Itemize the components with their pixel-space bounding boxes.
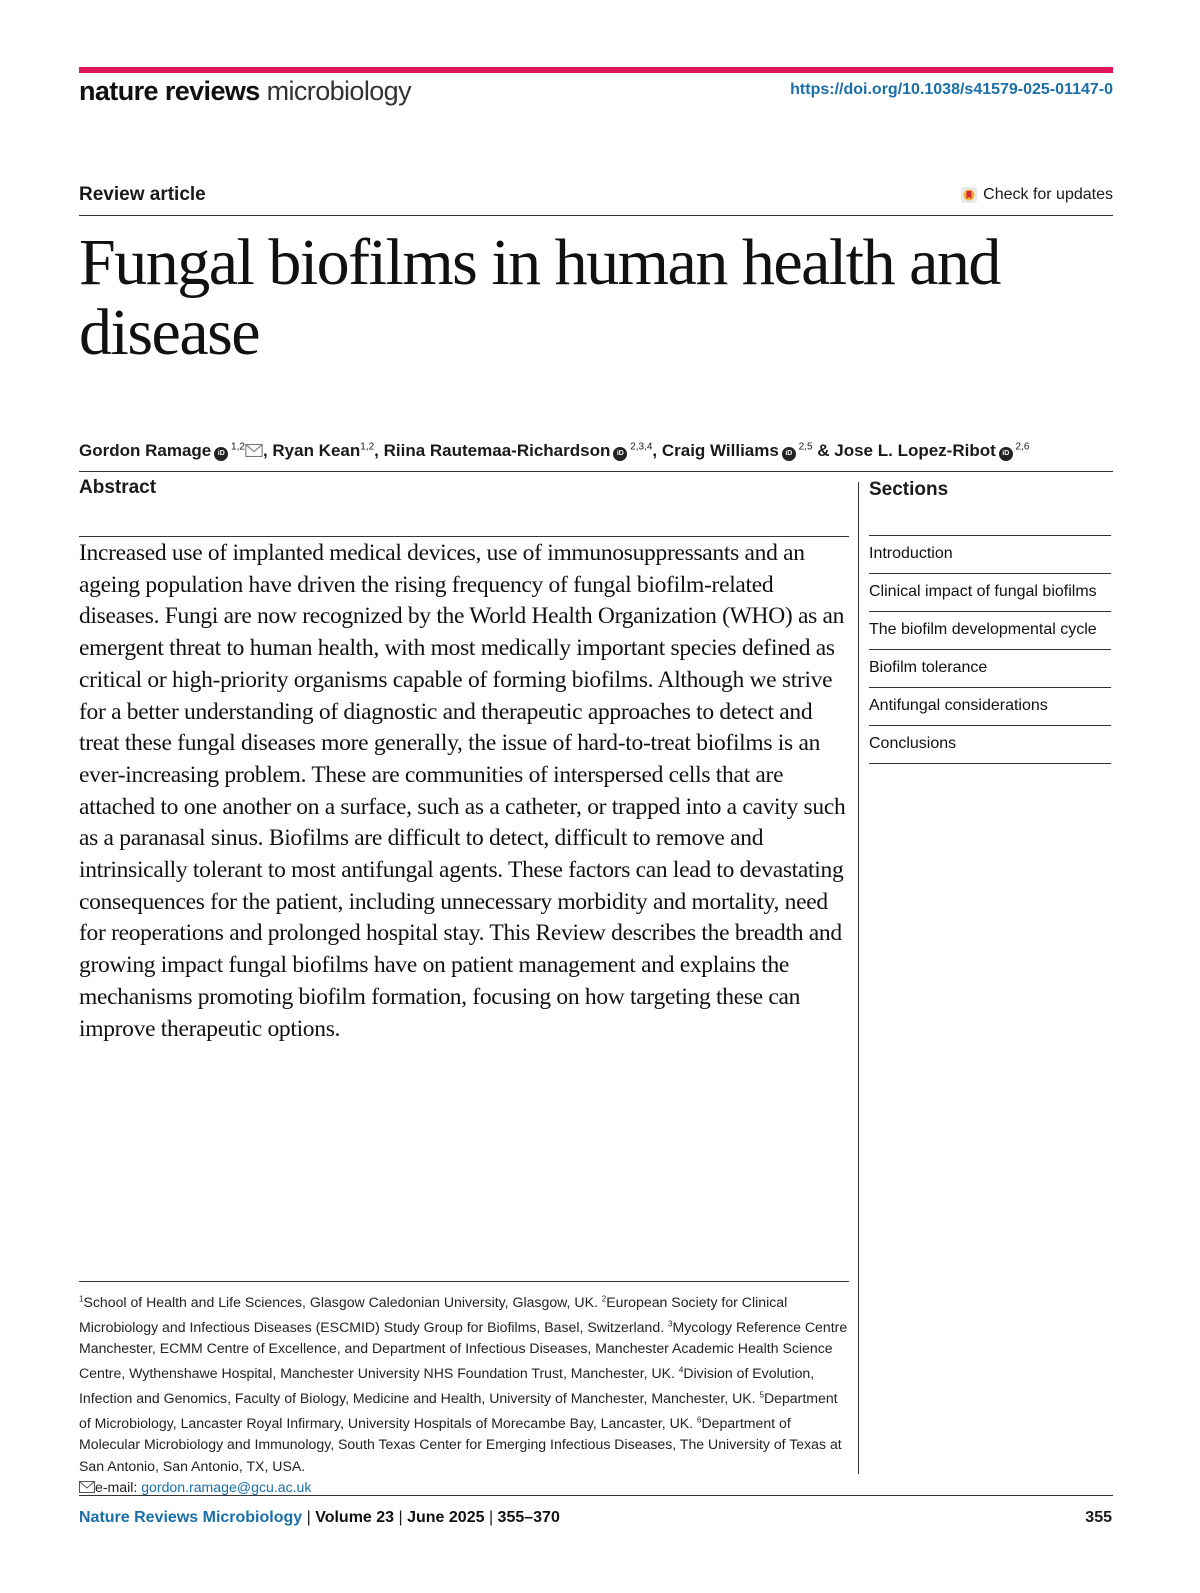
author-name: Jose L. Lopez-Ribot [834, 441, 996, 460]
affiliations [79, 1288, 849, 1498]
author-affiliation-ref: 1,2 [228, 441, 245, 453]
doi-link[interactable]: https://doi.org/10.1038/s41579-025-01147-0 [790, 81, 1113, 98]
affiliation-text: Mycology Reference Centre Manchester, ECMM Centre of Excellence, and Department of Infectious Diseases, Manchester Academic Health Science Centre, Wythenshawe Hospital, Manchester University NHS Foundation Trust, Manchester, UK. [79, 1318, 848, 1381]
affiliation-number: 5 [759, 1390, 764, 1400]
journal-masthead[interactable] [79, 76, 411, 107]
author-name: Gordon Ramage [79, 441, 212, 460]
masthead-bold: nature reviews [79, 76, 260, 106]
affiliation-number: 2 [601, 1294, 607, 1303]
footer-separator: | [394, 1509, 408, 1526]
journal-link[interactable]: Nature Reviews Microbiology [79, 1509, 303, 1526]
section-link[interactable]: Introduction [869, 536, 1111, 574]
page-number: 355 [1085, 1509, 1112, 1526]
check-updates-icon [960, 186, 978, 204]
email-label: e-mail: [95, 1478, 142, 1495]
affiliation-text: European Society for Clinical Microbiology and Infectious Diseases (ESCMID) Study Group for Biofilms, Basel, Switzerland. [79, 1293, 788, 1335]
divider [79, 471, 1113, 472]
envelope-icon [79, 1481, 95, 1493]
sections-nav [869, 535, 1111, 764]
affiliation-number: 1 [79, 1294, 84, 1303]
section-link[interactable]: Biofilm tolerance [869, 650, 1111, 688]
author-affiliation-ref: 2,3,4 [627, 441, 653, 453]
author[interactable] [272, 441, 374, 460]
affiliation-text: School of Health and Life Sciences, Glasgow Caledonian University, Glasgow, UK. [83, 1293, 602, 1310]
section-link[interactable]: Antifungal considerations [869, 688, 1111, 726]
author-affiliation-ref: 2,5 [795, 441, 813, 453]
affiliation-text: Division of Evolution, Infection and Genomics, Faculty of Biology, Medicine and Health, University of Manchester, Manchester, UK. [79, 1364, 815, 1406]
sections-heading: Sections [869, 479, 949, 500]
section-link[interactable]: Conclusions [869, 726, 1111, 764]
author[interactable] [384, 441, 653, 460]
orcid-icon[interactable]: iD [214, 447, 228, 461]
footer-separator: | [302, 1509, 316, 1526]
author-affiliation-ref: 2,6 [1012, 441, 1030, 453]
envelope-icon[interactable] [245, 444, 263, 457]
footer-date: June 2025 [407, 1509, 485, 1526]
section-link[interactable]: Clinical impact of fungal biofilms [869, 574, 1111, 612]
author-affiliation-ref: 1,2 [360, 441, 375, 453]
affiliation-list [79, 1294, 847, 1474]
author-name: Riina Rautemaa-Richardson [383, 441, 611, 460]
affiliation-text: Department of Molecular Microbiology and Immunology, South Texas Center for Emerging Infectious Diseases, The University of Texas at San Antonio, San Antonio, TX, USA. [79, 1414, 842, 1474]
author[interactable] [834, 441, 1029, 460]
article-type: Review article [79, 184, 206, 205]
email-link[interactable]: gordon.ramage@gcu.ac.uk [141, 1478, 312, 1495]
masthead-light: microbiology [266, 76, 411, 106]
header-accent-bar [79, 67, 1113, 73]
orcid-icon[interactable]: iD [999, 447, 1013, 461]
orcid-icon[interactable]: iD [613, 447, 627, 461]
footer-pages: 355–370 [497, 1509, 560, 1526]
author[interactable] [79, 441, 263, 460]
divider [79, 1495, 1113, 1496]
divider [79, 536, 849, 537]
orcid-icon[interactable]: iD [782, 447, 796, 461]
affiliation-number: 3 [668, 1318, 673, 1328]
check-updates-button[interactable] [960, 186, 1113, 204]
author-name: Ryan Kean [272, 441, 361, 460]
footer-separator: | [484, 1509, 498, 1526]
abstract-heading: Abstract [79, 477, 157, 498]
author[interactable] [662, 441, 813, 460]
divider [79, 1281, 849, 1282]
affiliation-text: Department of Microbiology, Lancaster Royal Infirmary, University Hospitals of Morecambe Bay, Lancaster, UK. [79, 1389, 838, 1431]
check-updates-label: Check for updates [983, 186, 1113, 203]
divider [79, 215, 1113, 216]
abstract-body: Increased use of implanted medical devices, use of immunosuppressants and an ageing population have driven the rising frequency of fungal biofilm-related diseases. Fungi are now recognized by the World Health Organization (WHO) as an emergent threat to human health, with most medically important species defined as critical or high-priority organisms capable of forming biofilms. Although we strive for a better understanding of diagnostic and therapeutic approaches to detect and treat these fungal diseases more generally, the issue of hard-to-treat biofilms is an ever-increasing problem. These are communities of interspersed cells that are attached to one another on a surface, such as a catheter, or trapped into a cavity such as a paranasal sinus. Biofilms are difficult to detect, difficult to remove and intrinsically tolerant to most antifungal agents. These factors can lead to devastating consequences for the patient, including unnecessary morbidity and mortality, need for reoperations and prolonged hospital stay. This Review describes the breadth and growing impact fungal biofilms have on patient management and explains the mechanisms promoting biofilm formation, focusing on how targeting these can improve therapeutic options. [79, 540, 846, 1042]
affiliation-number: 4 [678, 1365, 684, 1375]
author-list: Gordon Ramage iD $^{1,2}$ , Ryan Kean$^{1,2}$, Riina Rautemaa-Richardson iD $^{2,3,4}$, Craig Williams iD $^{2,5}$ & Jose L. Lopez-Ribot iD $^{2,6}$ [79, 441, 1030, 460]
section-link[interactable]: The biofilm developmental cycle [869, 612, 1111, 650]
article-title: Fungal biofilms in human health and disease [79, 226, 1000, 369]
author-name: Craig Williams [661, 441, 779, 460]
affiliation-number: 6 [697, 1415, 702, 1425]
footer-volume: Volume 23 [315, 1509, 395, 1526]
citation-footer [79, 1509, 560, 1527]
column-divider [858, 482, 859, 1474]
